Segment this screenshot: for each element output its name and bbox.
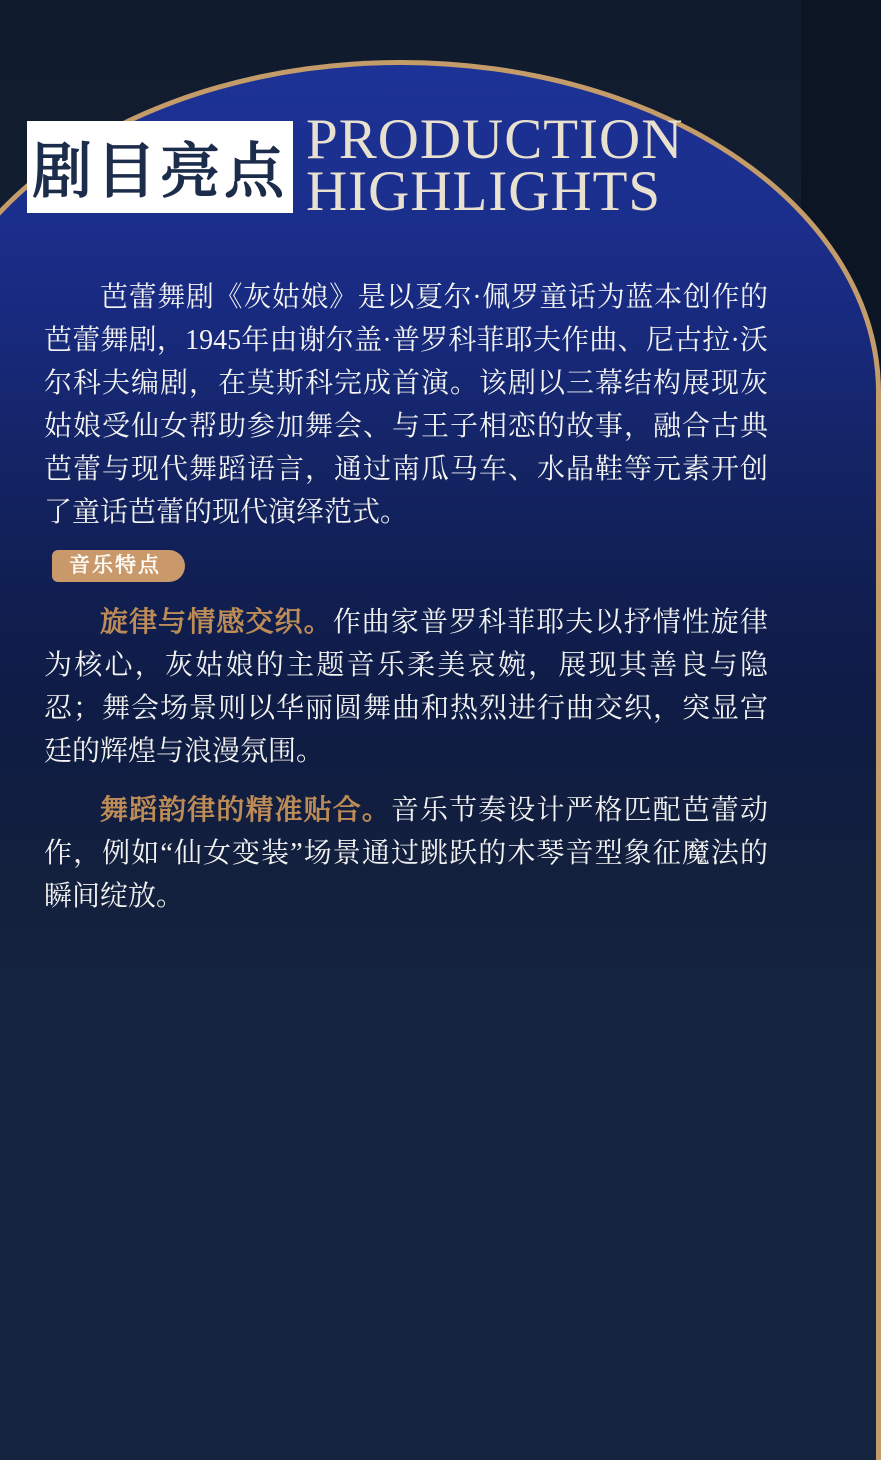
page-title-en-line1: PRODUCTION: [306, 108, 684, 171]
paragraph-melody-body: 作曲家普罗科菲耶夫以抒情性旋律为核心，灰姑娘的主题音乐柔美哀婉，展现其善良与隐忍；舞会场景则以华丽圆舞曲和热烈进行曲交织，突显宫廷的辉煌与浪漫氛围。: [44, 607, 768, 767]
paragraph-melody-lead: 旋律与情感交织。: [100, 607, 333, 638]
intro-paragraph: 芭蕾舞剧《灰姑娘》是以夏尔·佩罗童话为蓝本创作的芭蕾舞剧，1945年由谢尔盖·普罗科菲耶夫作曲、尼古拉·沃尔科夫编剧，在莫斯科完成首演。该剧以三幕结构展现灰姑娘受仙女帮助参加舞会、与王子相恋的故事，融合古典芭蕾与现代舞蹈语言，通过南瓜马车、水晶鞋等元素开创了童话芭蕾的现代演绎范式。: [44, 282, 768, 528]
content-area: [44, 276, 768, 918]
page-title-cn: 剧目亮点: [32, 139, 288, 205]
page-title-en-line2: HIGHLIGHTS: [306, 160, 662, 223]
paragraph-rhythm-lead: 舞蹈韵律的精准贴合。: [100, 795, 391, 826]
music-section-badge-label: 音乐特点: [69, 553, 161, 577]
paragraph-melody: [44, 601, 768, 773]
title-box: [27, 121, 293, 213]
paragraph-rhythm: [44, 789, 768, 918]
paragraph-rhythm-body: 音乐节奏设计严格匹配芭蕾动作，例如“仙女变装”场景通过跳跃的木琴音型象征魔法的瞬间绽放。: [44, 795, 768, 912]
music-section-badge: [52, 550, 185, 582]
page-title-en: [306, 108, 684, 223]
